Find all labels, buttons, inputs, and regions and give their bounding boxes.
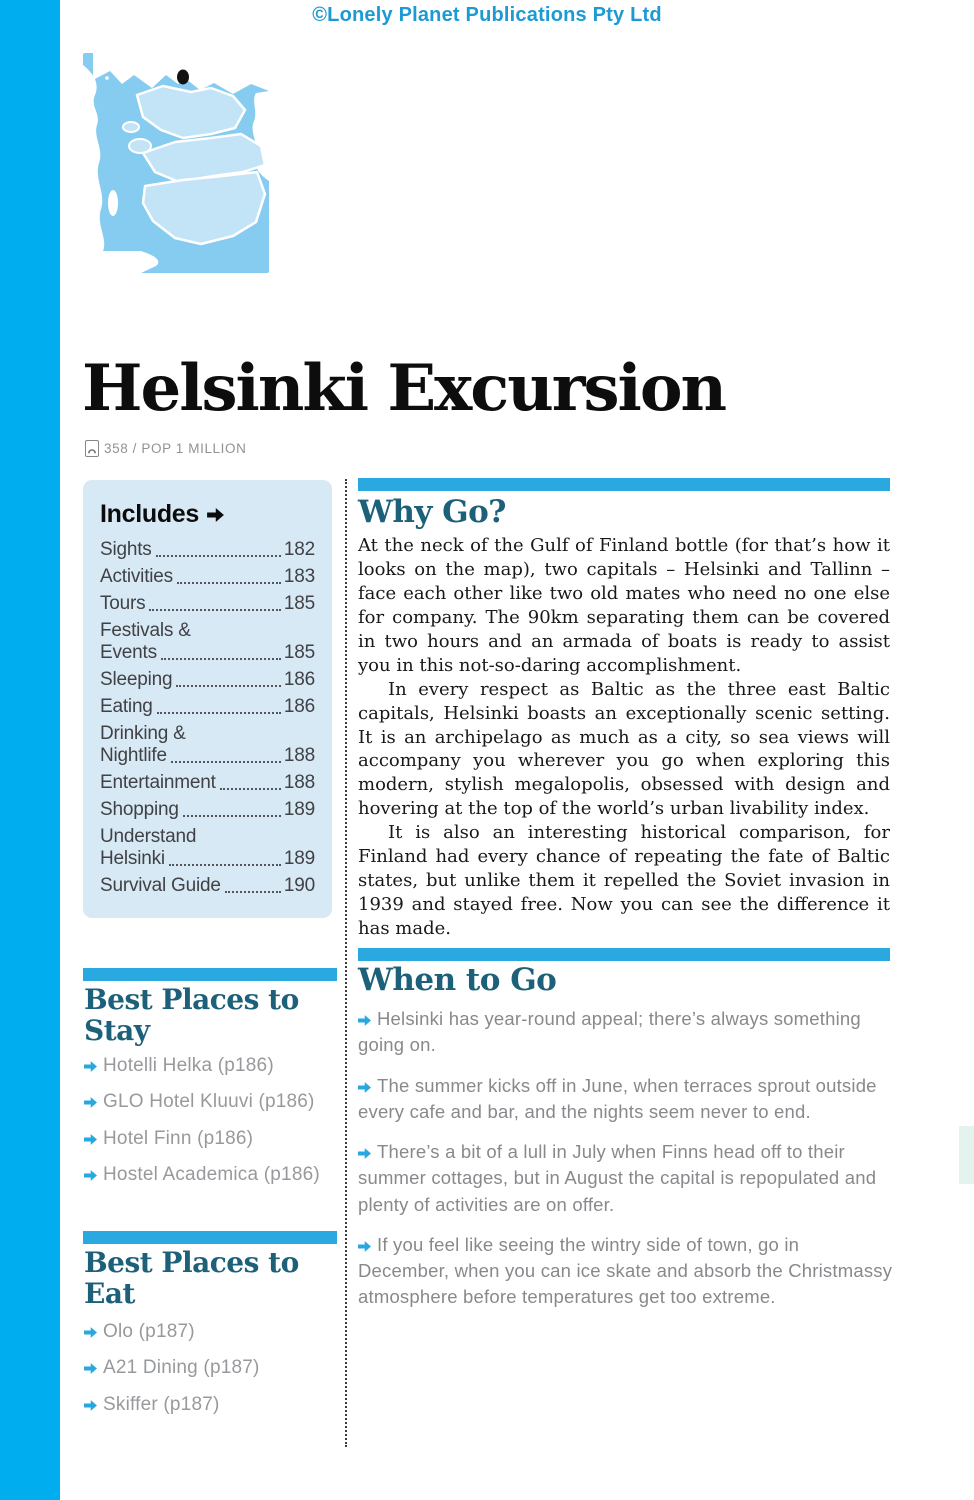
- chapter-stats: [85, 440, 246, 457]
- best-stay-list: [84, 1054, 336, 1199]
- list-item: GLO Hotel Kluuvi (p186): [84, 1090, 336, 1114]
- toc-entry-activities: Activities 183: [100, 566, 315, 587]
- bullet-item: Helsinki has year-round appeal; there’s always something going on.: [358, 1008, 861, 1056]
- includes-box: [83, 480, 332, 918]
- toc-entry-shopping: Shopping 189: [100, 799, 315, 820]
- section-bar: [358, 478, 890, 491]
- toc-entry-understand-helsinki: Understand Helsinki 189: [100, 826, 315, 869]
- includes-heading: [100, 500, 315, 529]
- toc-entry-sights: Sights 182: [100, 539, 315, 560]
- column-divider: [345, 479, 347, 1447]
- copyright-line: ©Lonely Planet Publications Pty Ltd: [312, 4, 662, 26]
- section-bar: [83, 968, 337, 981]
- bullet-item: The summer kicks off in June, when terraces sprout outside every cafe and bar, and the nights seem never to end.: [358, 1074, 877, 1122]
- bullet-item: If you feel like seeing the wintry side of town, go in December, when you can ice skate and absorb the Christmassy atmosphere before temperatures get too extreme.: [358, 1233, 893, 1308]
- list-item: Hotelli Helka (p186): [84, 1054, 336, 1078]
- arrow-bullet-icon: [84, 1134, 97, 1145]
- toc-entry-entertainment: Entertainment 188: [100, 772, 315, 793]
- arrow-bullet-icon: [358, 1082, 371, 1093]
- list-item: A21 Dining (p187): [84, 1356, 336, 1380]
- best-eat-list: [84, 1320, 336, 1429]
- toc-entry-sleeping: Sleeping 186: [100, 669, 315, 690]
- best-eat-heading: Best Places to Eat: [84, 1246, 299, 1310]
- toc-entry-survival-guide: Survival Guide 190: [100, 875, 315, 896]
- list-item: Olo (p187): [84, 1320, 336, 1344]
- dot-leader: [149, 609, 280, 611]
- dot-leader: [169, 864, 281, 866]
- toc-entry-tours: Tours 185: [100, 593, 315, 614]
- list-item: Hostel Academica (p186): [84, 1163, 336, 1187]
- toc-entry-festivals-events: Festivals & Events 185: [100, 620, 315, 663]
- map-island-gotland: [108, 190, 118, 216]
- arrow-bullet-icon: [84, 1400, 97, 1411]
- paragraph: At the neck of the Gulf of Finland bottle (for that’s how it looks on the map), two capitals – Helsinki and Tallinn – face each other like two old mates who need no one else for company. The 90km separating them can be covered in two hours and an armada of boats is ready to assist you in this not-so-daring accomplishment.: [358, 535, 890, 676]
- map-island: [120, 74, 124, 78]
- why-go-body: [358, 534, 890, 941]
- dot-leader: [171, 761, 281, 763]
- section-bar: [358, 948, 890, 961]
- why-go-heading: Why Go?: [358, 494, 506, 530]
- section-bar: [83, 1231, 337, 1244]
- map-island: [105, 76, 109, 80]
- map-island: [112, 67, 117, 72]
- dot-leader: [220, 788, 281, 790]
- map-poland-landmass: [83, 251, 158, 273]
- phone-icon: [85, 440, 99, 457]
- toc-entry-eating: Eating 186: [100, 696, 315, 717]
- arrow-bullet-icon: [84, 1327, 97, 1338]
- page-title: Helsinki Excursion: [82, 351, 726, 426]
- dot-leader: [183, 815, 281, 817]
- bullet-item: There’s a bit of a lull in July when Finns head off to their summer cottages, but in August the capital is repopulated and plenty of activities are on offer.: [358, 1141, 877, 1215]
- arrow-right-icon: [207, 508, 224, 522]
- dot-leader: [225, 891, 281, 893]
- page-edge-tab: [959, 1126, 974, 1184]
- map-helsinki-marker: [177, 70, 189, 85]
- arrow-bullet-icon: [358, 1148, 371, 1159]
- dot-leader: [157, 712, 281, 714]
- paragraph: In every respect as Baltic as the three east Baltic capitals, Helsinki boasts an exceptionally scenic setting. It is an archipelago as much as a city, so sea views will accompany you wherever you go when exploring this modern, stylish megalopolis, obsessed with design and hovering at the top of the world’s urban livability index.: [358, 678, 890, 820]
- list-item: Skiffer (p187): [84, 1393, 336, 1417]
- locator-map: [83, 53, 269, 273]
- arrow-bullet-icon: [84, 1170, 97, 1181]
- dot-leader: [156, 555, 281, 557]
- dot-leader: [177, 582, 281, 584]
- includes-heading-label: Includes: [100, 500, 200, 528]
- map-island-hiiumaa: [123, 122, 139, 132]
- best-stay-heading: Best Places to Stay: [84, 983, 299, 1047]
- paragraph: It is also an interesting historical comparison, for Finland had every chance of repeating the fate of Baltic states, but unlike them it repelled the Soviet invasion in 1939 and stayed free. Now you can see the difference it has made.: [358, 822, 890, 939]
- page-edge-bar: [0, 0, 60, 1500]
- dot-leader: [176, 685, 281, 687]
- stats-text: 358 / POP 1 MILLION: [104, 441, 247, 456]
- dot-leader: [161, 658, 281, 660]
- list-item: Hotel Finn (p186): [84, 1127, 336, 1151]
- arrow-bullet-icon: [84, 1097, 97, 1108]
- arrow-bullet-icon: [84, 1363, 97, 1374]
- arrow-bullet-icon: [358, 1015, 371, 1026]
- arrow-bullet-icon: [84, 1061, 97, 1072]
- when-to-go-list: [358, 1006, 894, 1325]
- when-to-go-heading: When to Go: [358, 962, 557, 998]
- arrow-bullet-icon: [358, 1241, 371, 1252]
- toc-entry-drinking-nightlife: Drinking & Nightlife 188: [100, 723, 315, 766]
